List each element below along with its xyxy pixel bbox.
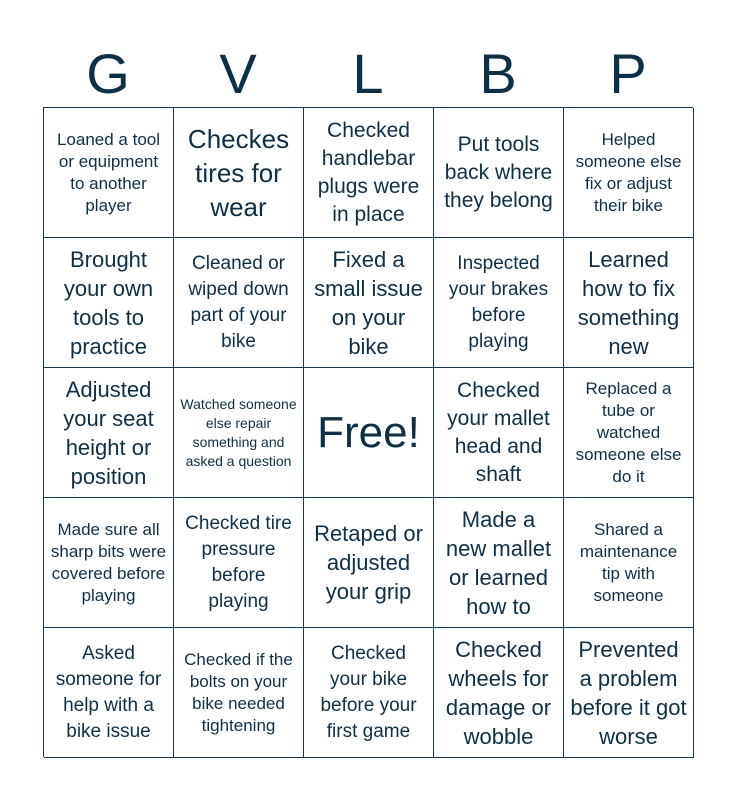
free-space[interactable]	[304, 368, 434, 498]
bingo-cell[interactable]	[44, 368, 174, 498]
bingo-cell[interactable]	[434, 628, 564, 758]
cell-text: Checked tire pressure before playing	[185, 512, 292, 612]
cell-text: Brought your own tools to practice	[63, 246, 154, 359]
bingo-cell[interactable]	[44, 108, 174, 238]
cell-text: Inspected your brakes before playing	[448, 252, 549, 352]
cell-text: Replaced a tube or watched someone else do it	[575, 378, 682, 486]
cell-text: Put tools back where they belong	[444, 132, 553, 212]
cell-text: Learned how to fix something new	[577, 246, 680, 359]
cell-text: Made a new mallet or learned how to	[445, 506, 552, 619]
free-space-text: Free!	[317, 407, 420, 457]
bingo-cell[interactable]	[174, 628, 304, 758]
bingo-cell[interactable]	[304, 498, 434, 628]
header-letter-v: V	[219, 42, 257, 105]
bingo-cell[interactable]	[434, 368, 564, 498]
bingo-cell[interactable]	[434, 238, 564, 368]
bingo-cell[interactable]	[44, 628, 174, 758]
cell-text: Adjusted your seat height or position	[63, 376, 154, 489]
cell-text: Retaped or adjusted your grip	[314, 521, 423, 604]
bingo-cell[interactable]	[44, 498, 174, 628]
cell-text: Checked wheels for damage or wobble	[445, 636, 552, 749]
bingo-cell[interactable]	[44, 238, 174, 368]
cell-text: Helped someone else fix or adjust their bike	[575, 129, 682, 215]
cell-text: Checked your bike before your first game	[320, 642, 417, 742]
cell-text: Watched someone else repair something and asked a question	[180, 395, 297, 469]
bingo-cell[interactable]	[564, 368, 694, 498]
bingo-cell[interactable]	[174, 238, 304, 368]
header-letter-l: L	[352, 42, 384, 105]
cell-text: Loaned a tool or equipment to another player	[56, 129, 161, 215]
bingo-cell[interactable]	[564, 628, 694, 758]
bingo-cell[interactable]	[174, 108, 304, 238]
bingo-header	[43, 40, 693, 108]
cell-text: Made sure all sharp bits were covered before playing	[50, 519, 167, 605]
bingo-cell[interactable]	[304, 238, 434, 368]
cell-text: Shared a maintenance tip with someone	[579, 519, 678, 605]
bingo-cell[interactable]	[564, 238, 694, 368]
cell-text: Cleaned or wiped down part of your bike	[188, 252, 289, 352]
header-letter-p: P	[609, 42, 647, 105]
bingo-cell[interactable]	[174, 498, 304, 628]
cell-text: Checkes tires for wear	[187, 123, 290, 222]
bingo-board	[43, 107, 693, 757]
cell-text: Asked someone for help with a bike issue	[55, 642, 162, 742]
cell-text: Checked your mallet head and shaft	[447, 378, 550, 486]
header-letter-b: B	[479, 42, 517, 105]
header-letter-g: G	[86, 42, 130, 105]
bingo-cell[interactable]	[304, 108, 434, 238]
bingo-cell[interactable]	[434, 108, 564, 238]
cell-text: Checked if the bolts on your bike needed tightening	[184, 649, 293, 735]
bingo-cell[interactable]	[434, 498, 564, 628]
cell-text: Prevented a problem before it got worse	[570, 636, 687, 749]
bingo-cell[interactable]	[564, 498, 694, 628]
bingo-cell[interactable]	[304, 628, 434, 758]
cell-text: Fixed a small issue on your bike	[314, 246, 423, 359]
bingo-cell[interactable]	[174, 368, 304, 498]
cell-text: Checked handlebar plugs were in place	[317, 118, 420, 226]
bingo-cell[interactable]	[564, 108, 694, 238]
